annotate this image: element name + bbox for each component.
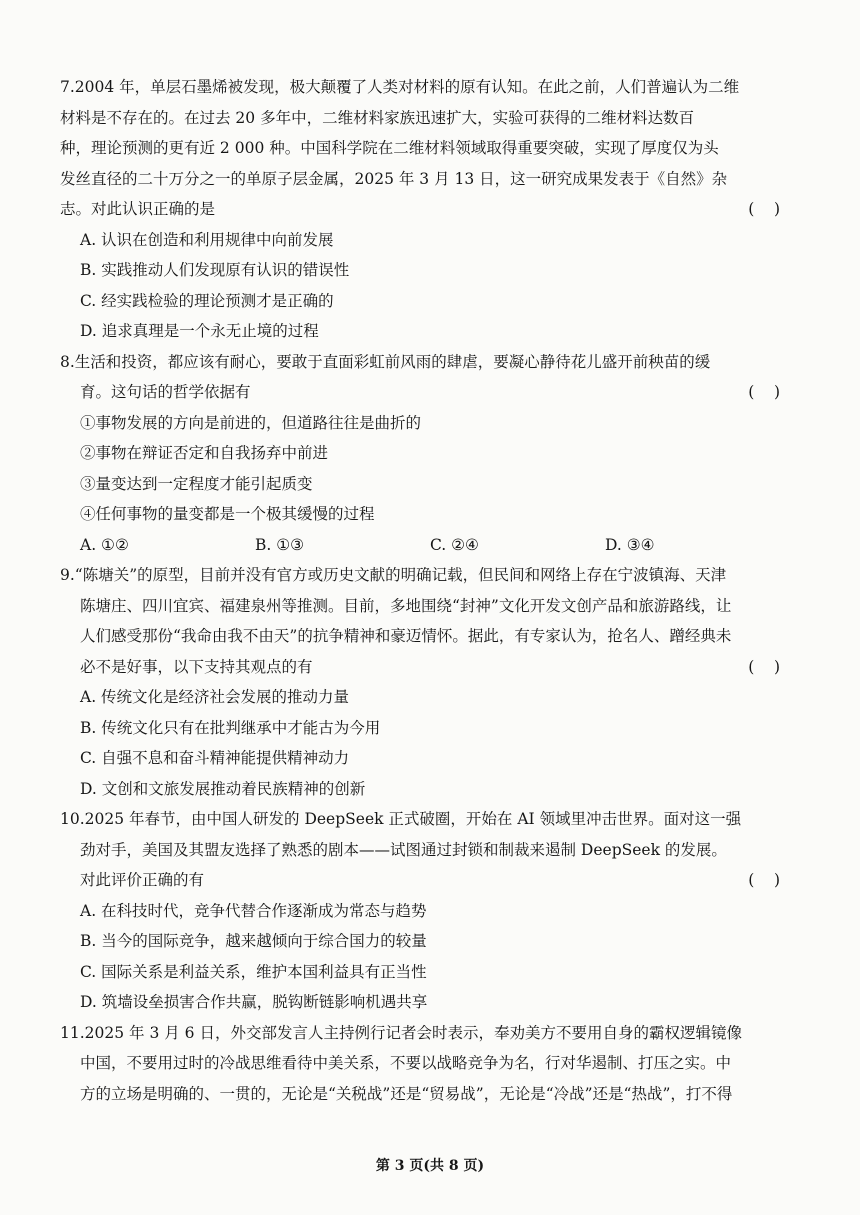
stem-line: 10.2025 年春节，由中国人研发的 DeepSeek 正式破圈，开始在 AI 领域里冲击世界。面对这一强 [60, 810, 742, 828]
page-number-footer: 第 3 页(共 8 页) [375, 1158, 485, 1174]
question-10 [60, 804, 790, 1018]
stem-line: 中国，不要用过时的冷战思维看待中美关系，不要以战略竞争为名，行对华遏制、打压之实。中 [80, 1054, 732, 1072]
stem-line: 志。对此认识正确的是 [60, 200, 216, 218]
statement-4: ④任何事物的量变都是一个极其缓慢的过程 [80, 505, 375, 523]
answer-bracket: ( ) [748, 383, 780, 401]
option-b: B. 传统文化只有在批判继承中才能古为今用 [80, 718, 381, 737]
option-d: D. 文创和文旅发展推动着民族精神的创新 [80, 779, 366, 798]
stem-line: 11.2025 年 3 月 6 日，外交部发言人主持例行记者会时表示，奉劝美方不要用自身的霸权逻辑镜像 [60, 1023, 742, 1042]
stem-last-row [60, 377, 790, 408]
page-content [60, 72, 790, 1109]
stem-line: 材料是不存在的。在过去 20 多年中，二维材料家族迅速扩大，实验可获得的二维材料达数百 [60, 108, 695, 127]
question-9-stem [60, 560, 790, 682]
answer-bracket: ( ) [748, 871, 780, 889]
stem-line: 方的立场是明确的、一贯的，无论是“关税战”还是“贸易战”，无论是“冷战”还是“热战”，打不得 [80, 1084, 733, 1103]
stem-line: 育。这句话的哲学依据有 [80, 383, 251, 401]
option-d: D. ③④ [605, 535, 655, 554]
question-8-stem [60, 347, 790, 408]
stem-last-row [60, 865, 790, 896]
statement-2: ②事物在辩证否定和自我扬弃中前进 [80, 444, 329, 462]
answer-bracket: ( ) [748, 200, 780, 218]
statement-1: ①事物发展的方向是前进的，但道路往往是曲折的 [80, 413, 422, 432]
stem-last-row [60, 652, 790, 683]
stem-line: 人们感受那份“我命由我不由天”的抗争精神和豪迈情怀。据此，有专家认为，抢名人、蹭经典未 [80, 627, 732, 645]
question-7-stem [60, 72, 790, 225]
options-row [60, 530, 790, 561]
question-8 [60, 347, 790, 561]
stem-line: 9.“陈塘关”的原型，目前并没有官方或历史文献的明确记载，但民间和网络上存在宁波镇海、天津 [60, 566, 727, 584]
answer-bracket: ( ) [748, 657, 780, 676]
question-7 [60, 72, 790, 347]
option-a: A. 认识在创造和利用规律中向前发展 [80, 230, 334, 249]
option-d: D. 筑墙设垒损害合作共赢，脱钩断链影响机遇共享 [80, 993, 428, 1011]
statement-3: ③量变达到一定程度才能引起质变 [80, 474, 313, 493]
option-c: C. 经实践检验的理论预测才是正确的 [80, 291, 334, 310]
option-d: D. 追求真理是一个永无止境的过程 [80, 322, 319, 340]
option-c: C. ②④ [430, 535, 479, 554]
stem-line: 陈塘庄、四川宜宾、福建泉州等推测。目前，多地围绕“封神”文化开发文创产品和旅游路线，让 [80, 596, 732, 615]
option-c: C. 国际关系是利益关系，维护本国利益具有正当性 [80, 962, 427, 981]
question-11-stem [60, 1018, 790, 1110]
option-a: A. ①② [80, 535, 129, 554]
stem-line: 8.生活和投资，都应该有耐心，要敢于直面彩虹前风雨的肆虐，要凝心静待花儿盛开前秧苗的缓 [60, 352, 711, 371]
question-10-stem [60, 804, 790, 896]
stem-line: 劲对手，美国及其盟友选择了熟悉的剧本——试图通过封锁和制裁来遏制 DeepSeek 的发展。 [80, 840, 727, 859]
stem-line: 对此评价正确的有 [80, 871, 205, 889]
stem-line: 7.2004 年，单层石墨烯被发现，极大颠覆了人类对材料的原有认知。在此之前，人们普遍认为二维 [60, 78, 740, 96]
question-11 [60, 1018, 790, 1110]
question-9 [60, 560, 790, 804]
stem-last-row [60, 194, 790, 225]
option-b: B. ①③ [255, 535, 305, 554]
stem-line: 必不是好事，以下支持其观点的有 [80, 657, 313, 676]
option-a: A. 在科技时代，竞争代替合作逐渐成为常态与趋势 [80, 901, 427, 920]
stem-line: 种，理论预测的更有近 2 000 种。中国科学院在二维材料领域取得重要突破，实现了厚度仅为头 [60, 139, 719, 157]
option-b: B. 当今的国际竞争，越来越倾向于综合国力的较量 [80, 932, 427, 950]
option-b: B. 实践推动人们发现原有认识的错误性 [80, 261, 350, 279]
stem-line: 发丝直径的二十万分之一的单原子层金属，2025 年 3 月 13 日，这一研究成果发表于《自然》杂 [60, 169, 728, 188]
option-c: C. 自强不息和奋斗精神能提供精神动力 [80, 749, 350, 767]
option-a: A. 传统文化是经济社会发展的推动力量 [80, 688, 350, 706]
